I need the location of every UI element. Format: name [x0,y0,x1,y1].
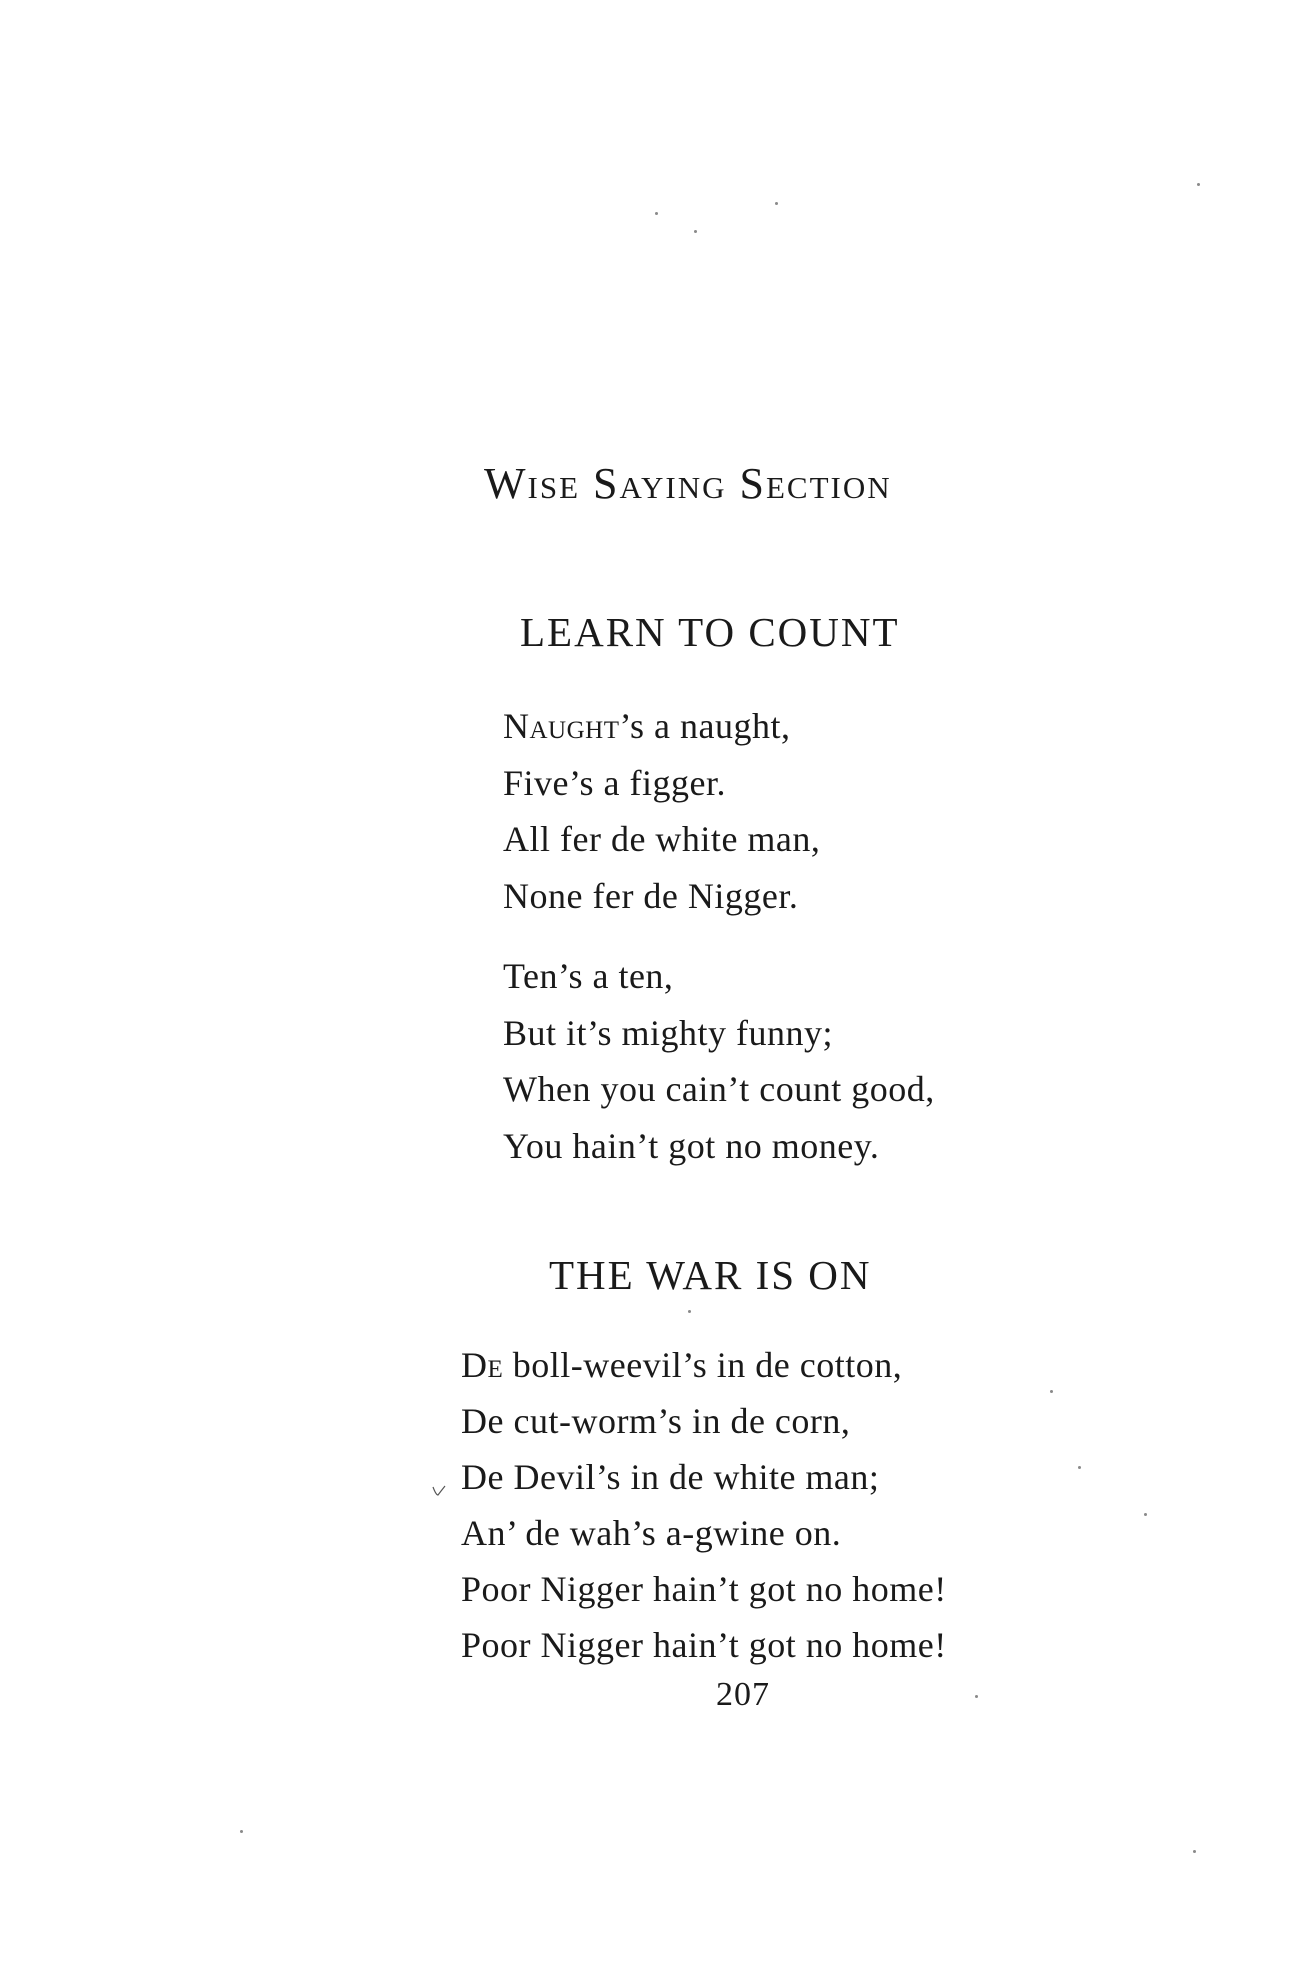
poem-1-stanza-1 [503,698,820,924]
poem-line [503,698,820,755]
section-title: Wise Saying Section [484,459,892,508]
scan-speck [975,1695,978,1698]
poem-line: When you cain’t count good, [503,1069,935,1109]
poem-line: Poor Nigger hain’t got no home! [461,1569,947,1609]
scan-speck [694,230,697,233]
poem-line: Ten’s a ten, [503,956,674,996]
pencil-tick-mark [432,1484,446,1498]
poem-line: De Devil’s in de white man; [461,1457,880,1497]
scan-speck [775,202,778,205]
scan-speck [1144,1513,1147,1516]
page-number: 207 [716,1676,770,1713]
poem-line: An’ de wah’s a-gwine on. [461,1513,842,1553]
scan-speck [1197,183,1200,186]
poem-line [461,1337,947,1393]
scan-speck [240,1830,243,1833]
poem-line: You hain’t got no money. [503,1125,880,1166]
poem-title-learn-to-count: LEARN TO COUNT [520,609,900,655]
poem-line: All fer de white man, [503,819,821,859]
poem-line: Five’s a figger. [503,762,726,803]
poem-line: De cut-worm’s in de corn, [461,1401,851,1441]
scan-speck [688,1310,691,1313]
poem-line-text: ’s a naught, [619,706,791,746]
scan-speck [1193,1850,1196,1853]
scan-speck [1078,1466,1081,1469]
poem-1-stanza-2 [503,948,935,1174]
poem-title-the-war-is-on: THE WAR IS ON [549,1252,872,1298]
scan-speck [1050,1390,1053,1393]
poem-line-text: boll-weevil’s in de cotton, [503,1345,903,1385]
drop-word: Naught [503,706,620,746]
poem-line: But it’s mighty funny; [503,1012,834,1053]
poem-line: Poor Nigger hain’t got no home! [461,1625,947,1665]
scan-speck [655,212,658,215]
poem-2-stanza-1 [461,1337,947,1673]
drop-word: De [461,1345,504,1385]
poem-line: None fer de Nigger. [503,875,799,916]
